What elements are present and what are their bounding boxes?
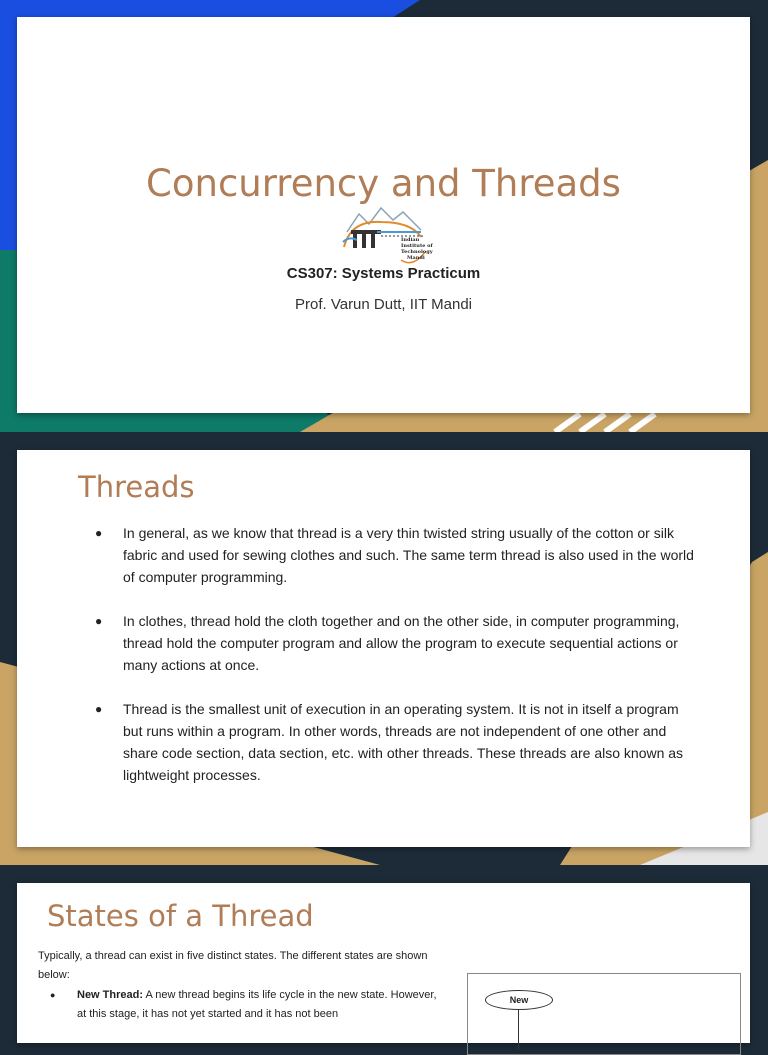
- threads-bullet-list: [79, 522, 699, 808]
- logo-text-line: Institute of: [401, 243, 433, 249]
- slide-title: Threads: [78, 470, 195, 504]
- states-bullet-list: [38, 986, 438, 1024]
- intro-text: Typically, a thread can exist in five distinct states. The different states are shown below:: [38, 950, 428, 981]
- presenter-name: Prof. Varun Dutt, IIT Mandi: [294, 296, 473, 313]
- threads-slide: [0, 432, 768, 865]
- logo-text-line: Technology: [401, 249, 433, 255]
- thread-states-diagram: [467, 973, 741, 1055]
- slide-title: States of a Thread: [47, 899, 314, 933]
- list-item: ● In clothes, thread hold the cloth together and on the other side, in computer programming, thread hold the computer program and allow the program to execute sequential actions or many actions at once.: [79, 610, 699, 676]
- list-item: [38, 986, 438, 1024]
- title-slide: [0, 0, 768, 432]
- state-term: New Thread:: [77, 989, 144, 1001]
- states-card: [17, 883, 750, 1043]
- list-item: ● Thread is the smallest unit of execution in an operating system. It is not in itself a program but runs within a program. In other words, threads are not independent of one other and share code section, data section, etc. with other threads. These threads are also known as lightweight processes.: [79, 698, 699, 786]
- presentation-title: Concurrency and Threads: [146, 162, 621, 205]
- threads-card: [17, 450, 750, 847]
- state-node-new: New: [485, 990, 553, 1010]
- course-name: CS307: Systems Practicum: [286, 265, 481, 282]
- states-slide: [0, 865, 768, 1024]
- diagram-connector: [518, 1010, 519, 1050]
- logo-text-line: Mandi: [407, 255, 425, 261]
- state-description: A new thread begins its life cycle in the new state. However, at this stage, it has not yet started and it has not been: [77, 989, 437, 1020]
- title-card: [17, 17, 750, 413]
- bullet-icon: ●: [95, 614, 103, 628]
- logo-text-line: Indian: [401, 237, 420, 243]
- bullet-icon: ●: [95, 526, 103, 540]
- bullet-icon: ●: [95, 702, 103, 716]
- bullet-icon: ●: [50, 990, 56, 1000]
- list-item: ● In general, as we know that thread is a very thin twisted string usually of the cotton or silk fabric and used for sewing clothes and such. The same term thread is also used in the world of computer programming.: [79, 522, 699, 588]
